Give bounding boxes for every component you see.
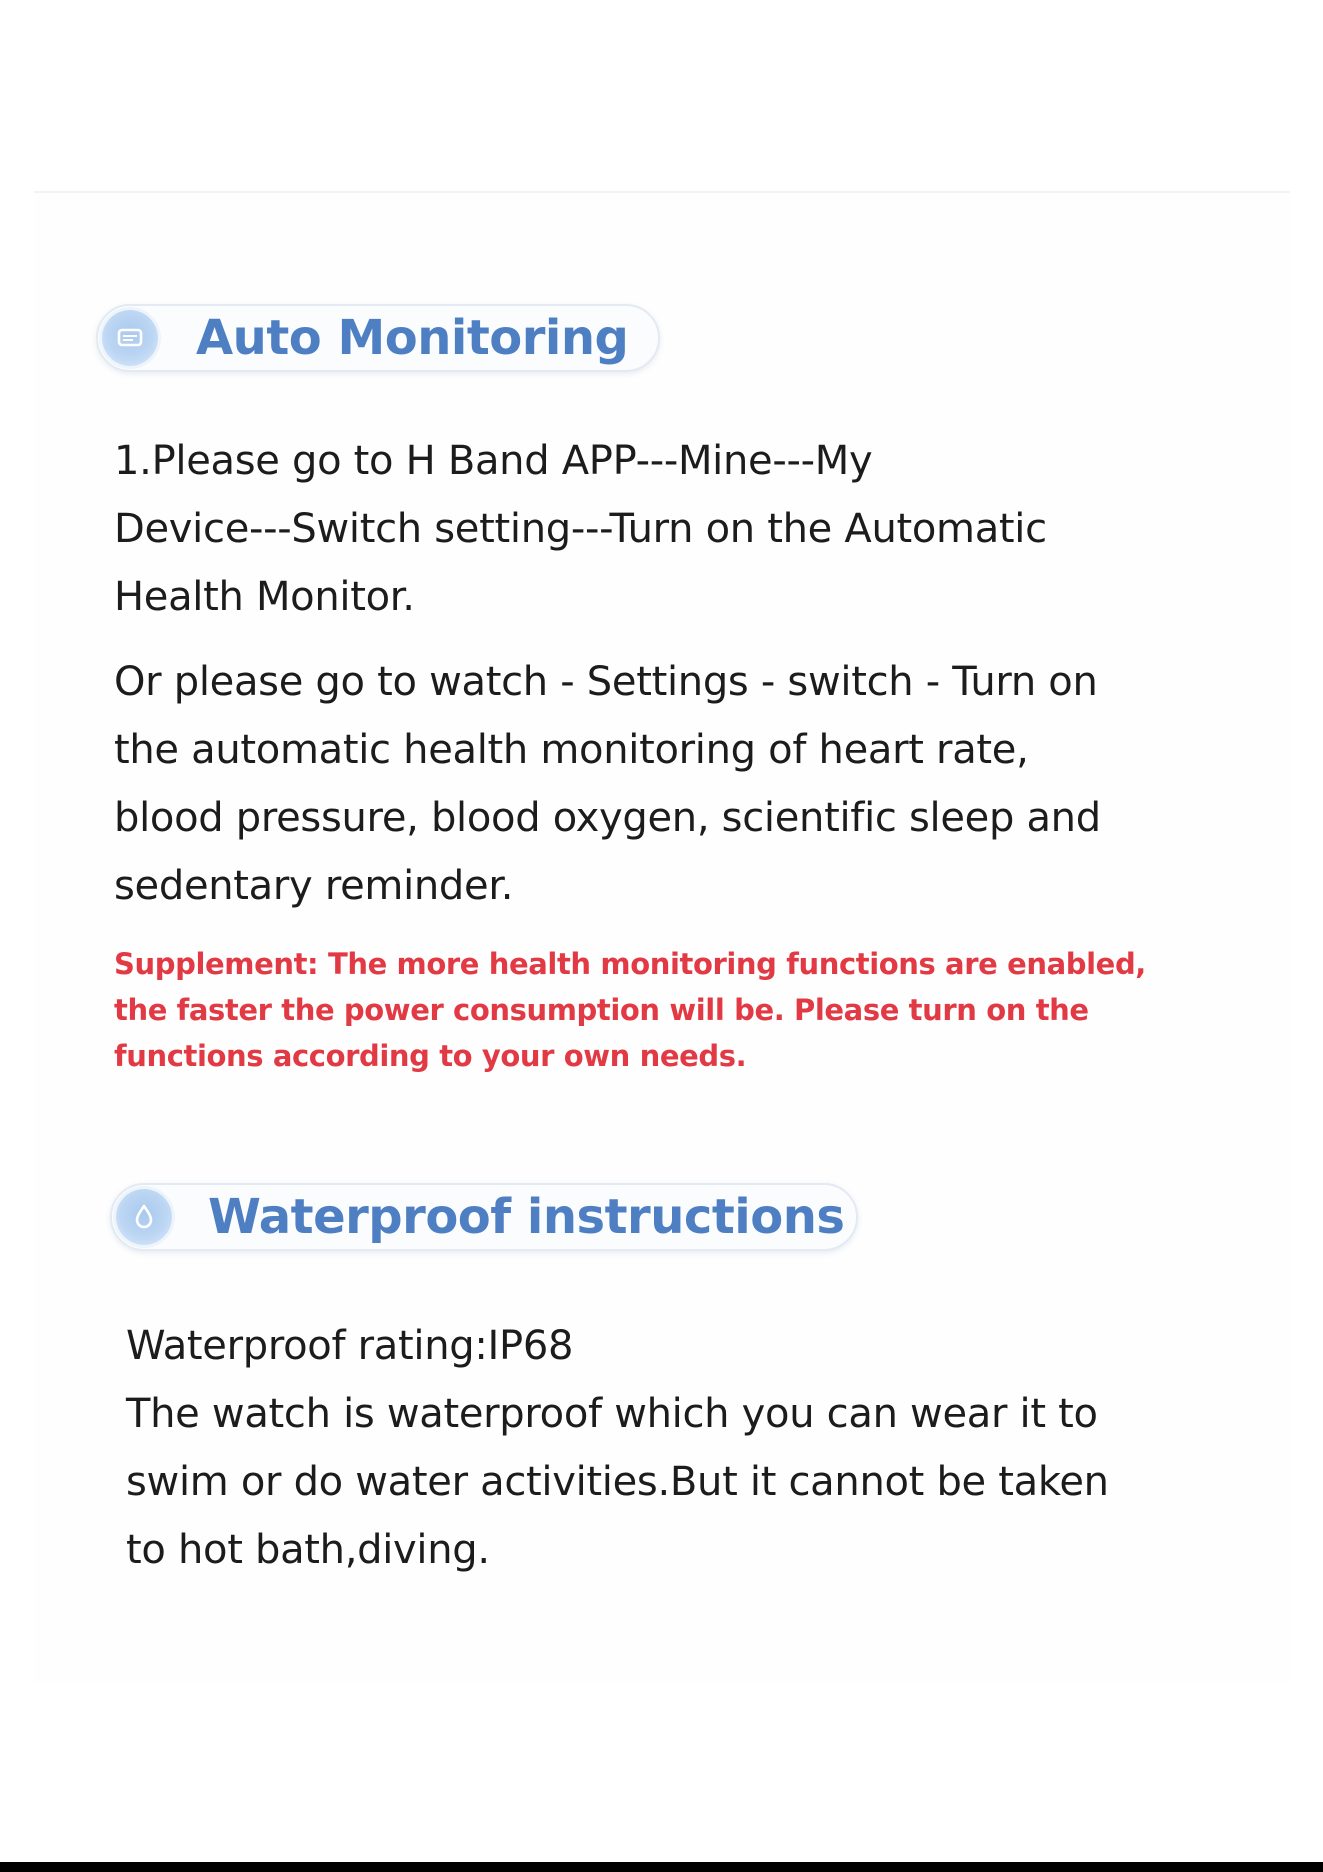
screen-icon xyxy=(102,310,158,366)
alt-line: the automatic health monitoring of heart rate, xyxy=(114,727,1029,773)
alt-line: sedentary reminder. xyxy=(114,863,514,909)
step-line: 1.Please go to H Band APP---Mine---My xyxy=(114,438,873,484)
supplement-line: Supplement: The more health monitoring functions are enabled, xyxy=(114,947,1146,981)
step-line: Health Monitor. xyxy=(114,574,415,620)
waterproof-title: Waterproof instructions xyxy=(208,1189,845,1245)
supplement-line: functions according to your own needs. xyxy=(114,1039,747,1073)
supplement-line: the faster the power consumption will be. Please turn on the xyxy=(114,993,1089,1027)
bottom-edge-bar xyxy=(0,1862,1323,1872)
water-drop-icon xyxy=(116,1189,172,1245)
auto-monitoring-header xyxy=(96,304,660,372)
waterproof-header xyxy=(110,1183,858,1251)
alt-line: blood pressure, blood oxygen, scientific sleep and xyxy=(114,795,1101,841)
waterproof-line: The watch is waterproof which you can wear it to xyxy=(126,1391,1098,1437)
waterproof-line: Waterproof rating:IP68 xyxy=(126,1323,574,1369)
auto-monitoring-title: Auto Monitoring xyxy=(196,310,629,366)
waterproof-line: swim or do water activities.But it cannot be taken xyxy=(126,1459,1109,1505)
alt-line: Or please go to watch - Settings - switch - Turn on xyxy=(114,659,1098,705)
waterproof-line: to hot bath,diving. xyxy=(126,1527,490,1573)
step-line: Device---Switch setting---Turn on the Automatic xyxy=(114,506,1047,552)
